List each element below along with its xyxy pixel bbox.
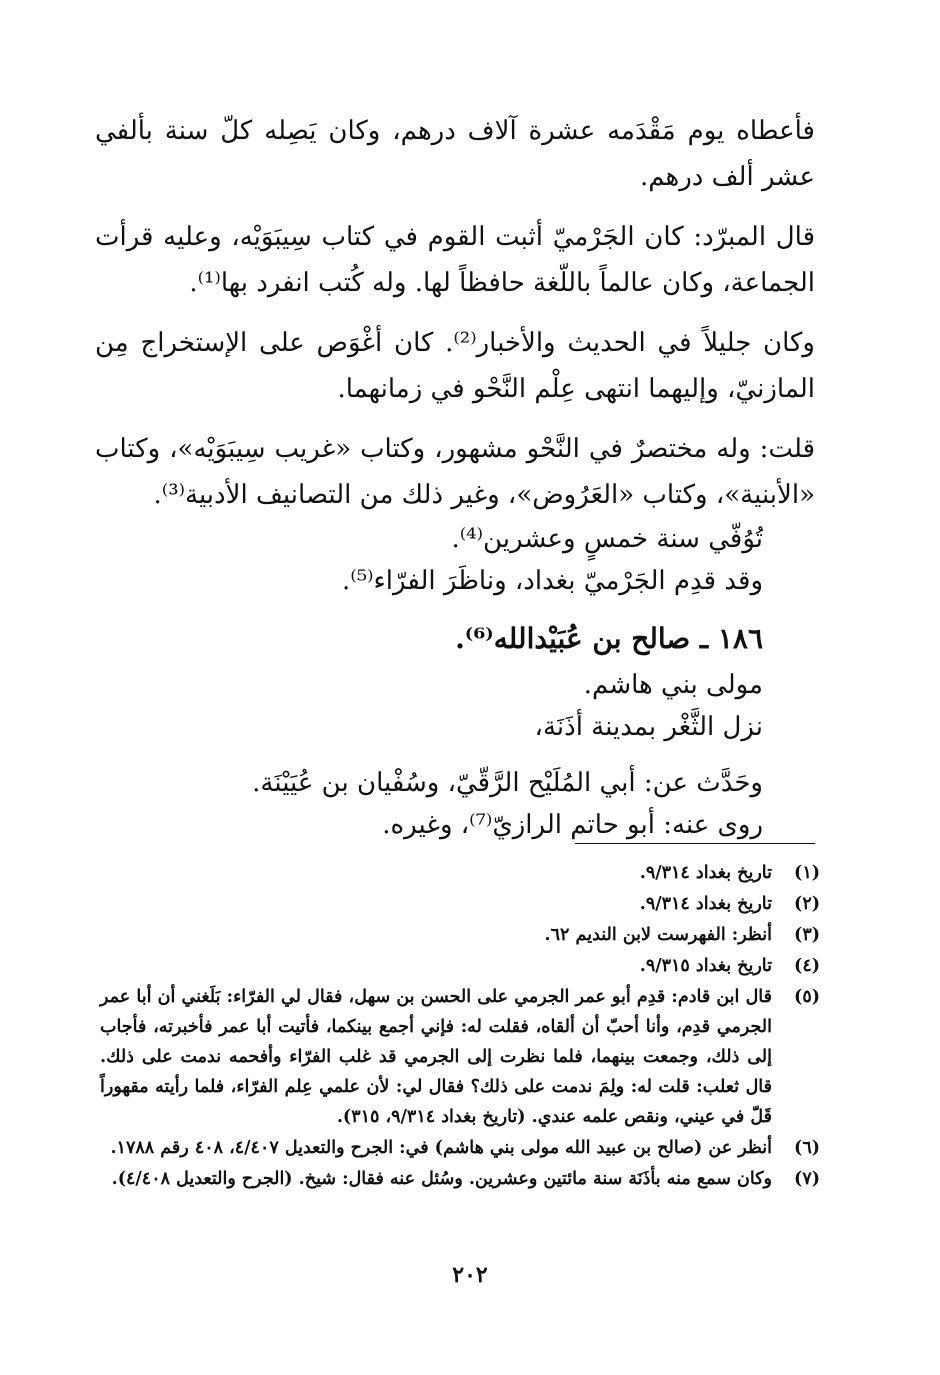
footnote (100, 1133, 820, 1163)
entry-line: نزل الثَّغْر بمدينة أذَنَة، (534, 712, 763, 742)
paragraph: وكان جليلاً في الحديث والأخبار⁽²⁾. كان أغْوَص على الإستخراج مِن المازنيّ، وإليهما انتهى عِلْم النَّحْو في زمانهما. (95, 328, 815, 404)
paragraph: فأعطاه يوم مَقْدَمه عشرة آلاف درهم، وكان يَصِله كلّ سنة بألفي عشر ألف درهم. (95, 116, 815, 192)
footnote (100, 858, 820, 888)
baghdad-line: وقد قدِم الجَرْميّ بغداد، وناظَرَ الفرّاء⁽⁵⁾. (342, 566, 763, 596)
footnote-text: وكان سمع منه بأذَنَة سنة مائتين وعشرين. وسُئل عنه فقال: شيخ. (الجرح والتعديل ٤/٤٠٨). (111, 1169, 772, 1189)
footnote (100, 1164, 820, 1194)
entry-heading: ١٨٦ ـ صالح بن عُبَيْدالله⁽⁶⁾. (455, 622, 763, 655)
footnote-number: (٣) (794, 925, 820, 945)
entry-line: روى عنه: أبو حاتم الرازيّ⁽⁷⁾، وغيره. (382, 810, 763, 840)
footnote-number: (٢) (794, 894, 820, 914)
death-year-line: تُوُفّي سنة خمسٍ وعشرين⁽⁴⁾. (451, 524, 763, 554)
footnote-text: تاريخ بغداد ٩/٣١٥. (639, 956, 772, 976)
footnote-text: أنظر: الفهرست لابن النديم ٦٢. (544, 925, 772, 945)
paragraph: قلت: وله مختصرٌ في النَّحْو مشهور، وكتاب «غريب سِيبَوَيْه»، وكتاب «الأبنية»، وكتاب «العَرُوض»، وغير ذلك من التصانيف الأدبية⁽³⁾. (95, 434, 815, 510)
footnotes (100, 858, 820, 1195)
footnote-number: (١) (794, 863, 820, 883)
footnote-number: (٥) (794, 987, 820, 1007)
footnote (100, 982, 820, 1132)
entry-line: مولى بني هاشم. (583, 670, 763, 700)
footnote-text: قال ابن قادم: قدِم أبو عمر الجرمي على الحسن بن سهل، فقال لي الفرّاء: بَلَغني أن أبا عمر الجرمي قدِم، وأنا أحبّ أن ألقاه، فقلت له: فإني أجمع بينكما، فأتيت أبا عمر فأخبرته، فأجاب إلى ذلك، وجمعت بينهما، فلما نظرت إلى الجرمي قد غلب الفرّاء وأفحمه ندمت على ذلك. قال ثعلب: قلت له: ولِمَ ندمت على ذلك؟ فقال لي: لأن علمي عِلم الفرّاء، فلما رأيته مقهوراً قَلّ في عيني، ونقص علمه عندي. (تاريخ بغداد ٩/٣١٤، ٣١٥). (100, 987, 772, 1127)
footnote-number: (٦) (794, 1138, 820, 1158)
footnote-number: (٤) (794, 956, 820, 976)
main-text (95, 108, 815, 846)
footnote-text: تاريخ بغداد ٩/٣١٤. (639, 863, 772, 883)
footnote (100, 920, 820, 950)
footnote-text: أنظر عن (صالح بن عبيد الله مولى بني هاشم) في: الجرح والتعديل ٤/٤٠٧، ٤٠٨ رقم ١٧٨٨. (110, 1138, 772, 1158)
paragraph: قال المبرّد: كان الجَرْميّ أثبت القوم في كتاب سِيبَوَيْه، وعليه قرأت الجماعة، وكان عالماً باللّغة حافظاً لها. وله كُتب انفرد بها⁽¹⁾. (95, 222, 816, 298)
footnote (100, 889, 820, 919)
footnote-number: (٧) (794, 1169, 820, 1189)
entry-line: وحَدَّث عن: أبي المُلَيْح الرَّقّيّ، وسُفْيان بن عُيَيْنَة. (252, 768, 763, 798)
footnote (100, 951, 820, 981)
footnote-text: تاريخ بغداد ٩/٣١٤. (639, 894, 772, 914)
page-number: ٢٠٢ (452, 1262, 488, 1288)
footnote-divider (575, 843, 815, 844)
